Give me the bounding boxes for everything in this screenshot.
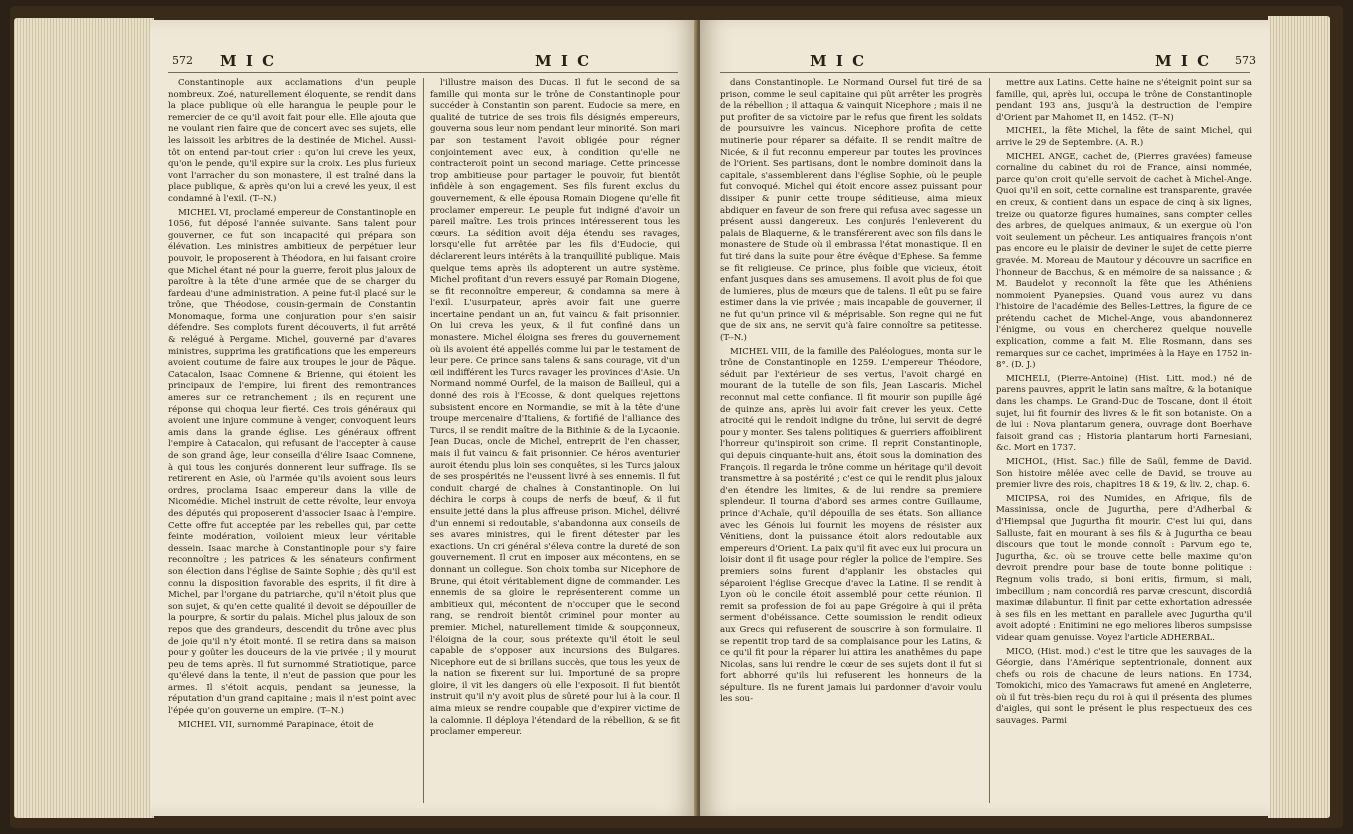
entry: MICHEL VII, surnommé Parapinace, étoit de: [178, 719, 374, 730]
entry: MICO, (Hist. mod.) c'est le titre que les sauvages de la Géorgie, dans l'Amérique septentrionale, donnent aux chefs ou rois de chacune de leurs nations. En 1734, Tomokichi, mico des Yamacraws fut amené en Angleterre, où il fut très-bien reçu du roi à qui il présenta des plumes d'aigles, qui sont le présent le plus respectueux des ces sauvages. Parmi: [996, 646, 1252, 727]
entry: l'illustre maison des Ducas. Il fut le second de sa famille qui monta sur le trône de Constantinople pour succéder à Constantin son parent. Eudocie sa mere, en qualité de tutrice de ses trois fils désignés empereurs, gouverna sous leur nom pendant leur minorité. Son mari par son testament l'avoit obligée pour régner conjointement avec eux, à condition qu'elle ne contracteroit point un second mariage. Cette princesse trop ambitieuse pour partager le pouvoir, fut bientôt infidèle à son engagement. Ses fils furent exclus du gouvernement, & elle épousa Romain Diogene qu'elle fit proclamer empereur. Le peuple fut indigné d'avoir un pareil maître. Les trois princes intéresserent tous les cœurs. La sédition avoit déja étendu ses ravages, lorsqu'elle fut arrêtée par les fils d'Eudocie, qui déclarerent leurs intérêts à la tranquillité publique. Mais quelque tems après ils adopterent un autre système. Michel profitant d'un revers essuyé par Romain Diogene, se fit reconnoître empereur, & condamna sa mere à l'exil. L'usurpateur, après avoir fait une guerre incertaine pendant un an, fut vaincu & fait prisonnier. On lui creva les yeux, & il fut confiné dans un monastere. Michel éloigna ses freres du gouvernement où ils avoient été appellés comme lui par le testament de leur pere. Ce prince sans talens & sans courage, vit d'un œil indifférent les Turcs ravager les provinces d'Asie. Un Normand nommé Ourfel, de la maison de Bailleul, qui a donné des rois à l'Ecosse, & dont quelques rejettons subsistent encore en Normandie, se mit à la tête d'une troupe mercenaire d'Italiens, & fortifié de l'alliance des Turcs, il se rendit maître de la Bithinie & de la Lycaonie. Jean Ducas, oncle de Michel, entreprit de l'en chasser, mais il fut vaincu & fait prisonnier. Ce héros aventurier auroit étendu plus loin ses conquêtes, si les Turcs jaloux de ses prospérités ne l'eussent livré à ses ennemis. Il fut conduit chargé de chaînes à Constantinople. On lui déchira le corps à coups de nerfs de bœuf, & il fut ensuite jetté dans la plus affreuse prison. Michel, délivré d'un ennemi si redoutable, s'abandonna aux conseils de ses avares ministres, qui le firent détester par les exactions. Un cri général s'éleva contre la dureté de son gouvernement. Il crut en imposer aux mécontens, en se donnant un collegue. Son choix tomba sur Nicephore de Brune, qui étoit véritablement digne de commander. Les ennemis de sa gloire le représenterent comme un ambitieux qui, mécontent de n'occuper que le second rang, se rendroit bientôt criminel pour monter au premier. Michel, naturellement timide & soupçonneux, l'éloigna de la cour, sous prétexte qu'il étoit le seul capable de s'opposer aux incursions des Bulgares. Nicephore eut de si brillans succès, que tous les yeux de la nation se fixerent sur lui. Importuné de sa propre gloire, il vit les dangers où elle l'exposoit. Il fut bientôt instruit qu'il n'y avoit plus de sûreté pour lui à la cour. Il aima mieux se rendre coupable que d'expirer victime de la calomnie. Il déploya l'étendard de la rébellion, & se fit proclamer empereur.: [430, 78, 680, 738]
page-number: 572: [172, 54, 193, 67]
entry: MICHEL VIII, de la famille des Paléologues, monta sur le trône de Constantinople en 1259. L'empereur Théodore, séduit par l'extérieur de ses vertus, l'avoit chargé en mourant de la tutelle de son fils, Jean Lascaris. Michel reconnut mal cette confiance. Il fit mourir son pupille âgé de quinze ans, après lui avoir fait crever les yeux. Cette atrocité qui le rendoit indigne du trône, lui servit de degré pour y monter. Ses talens politiques & guerriers affoiblirent l'horreur qu'inspiroit son crime. Il reprit Constantinople, qui depuis cinquante-huit ans, étoit sous la domination des François. Il regarda le trône comme un héritage qu'il devoit transmettre à sa postérité ; c'est ce qui le rendit plus jaloux d'en étendre les limites, & de lui rendre sa premiere splendeur. Il tourna d'abord ses armes contre Guillaume, prince d'Achaïe, qu'il dépouilla de ses états. Son alliance avec les Génois lui fournit les moyens de résister aux Vénitiens, dont la puissance étoit alors redoutable aux empereurs d'Orient. La paix qu'il fit avec eux lui procura un loisir dont il fit usage pour régler la police de l'empire. Ses premiers soins furent d'applanir les obstacles qui séparoient l'église Grecque d'avec la Latine. Il se rendit à Lyon où le concile étoit assemblé pour cette réunion. Il remit sa profession de foi au pape Grégoire à qui il prêta serment d'obéissance. Cette soumission le rendit odieux aux Grecs qui refuserent de souscrire à son formulaire. Il se repentit trop tard de sa complaisance pour les Latins, & ce qu'il fit pour la réparer lui attira les anathêmes du pape Nicolas, sans lui rendre le cœur de ses sujets dont il fut si fort abhorré qu'ils lui refuserent les honneurs de la sépulture. Ils ne furent jamais lui pardonner d'avoir voulu les sou-: [720, 346, 982, 705]
right-page-column-1: [720, 78, 982, 808]
entry: dans Constantinople. Le Normand Oursel fut tiré de sa prison, comme le seul capitaine qui pût arrêter les progrès de la rébellion ; il attaqua & vainquit Nicephore ; mais il ne put profiter de sa victoire par le refus que firent les soldats de poursuivre les vaincus. Nicephore profita de cette mutinerie pour réparer sa défaite. Il se rendit maître de Nicée, & il fut reconnu empereur par toutes les provinces de l'Orient. Ses partisans, dont le nombre dominoit dans la capitale, s'assemblerent dans l'église Sophie, où le peuple fut convoqué. Michel qui étoit encore assez puissant pour dissiper & punir cette troupe séditieuse, aima mieux abdiquer en faveur de son frere qui refusa avec sagesse un présent aussi dangereux. Les conjurés l'enleverent du palais de Blaquerne, & le transférerent avec son fils dans le monastere de Stude où il embrassa l'état monastique. Il en fut tiré dans la suite pour être évêque d'Ephese. Sa femme se fit religieuse. Ce prince, plus foible que vicieux, étoit enfant jusques dans ses amusemens. Il avoit plus de foi que de lumieres, plus de mœurs que de talens. Il eût pu se faire estimer dans la vie privée ; mais incapable de gouverner, il ne fut qu'un prince vil & méprisable. Son regne qui ne fut que de six ans, ne servit qu'à faire connoître sa petitesse. (T--N.): [720, 78, 982, 344]
entry: MICIPSA, roi des Numides, en Afrique, fils de Massinissa, oncle de Jugurtha, pere d'Adherbal & d'Hiempsal que Jugurtha fit mourir. C'est lui qui, dans Salluste, fait en mourant à ses fils & à Jugurtha ce beau discours que tout le monde connoît : Parvum ego te, Jugurtha, &c. où se trouve cette belle maxime qu'on devroit prendre pour base de toute bonne politique : Regnum volis trado, si boni eritis, firmum, si mali, imbecillum ; nam concordiâ res parvæ crescunt, discordiâ maximæ dilabuntur. Il finit par cette exhortation adressée à ses fils en les mettant en parallele avec Jugurtha qu'il avoit adopté : Enitimini ne ego meliores liberos sumpsisse videar quam genuisse. Voyez l'article ADHERBAL.: [996, 493, 1252, 643]
column-rule: [423, 78, 424, 803]
left-page: [150, 20, 696, 816]
running-head-left: M I C: [810, 52, 867, 70]
entry: MICHEL, la fête Michel, la fête de saint Michel, qui arrive le 29 de Septembre. (A. R.): [996, 126, 1252, 148]
header-rule: [720, 72, 1250, 73]
page-number: 573: [1235, 54, 1256, 67]
entry: Constantinople aux acclamations d'un peuple nombreux. Zoé, naturellement éloquente, se rendit dans la place publique où elle harangua le peuple pour le remercier de ce qu'il avoit fait pour elle. Elle ajouta que ne voulant rien faire que de concert avec ses sujets, elle les laissoit les arbitres de la destinée de Michel. Aussi-tôt on entend par-tout crier : qu'on lui creve les yeux, qu'on le pende, qu'il expire sur la croix. Les plus furieux vont l'arracher du son monastere, il est traîné dans la place publique, & après qu'on lui a crevé les yeux, il est condamné à l'exil. (T--N.): [168, 78, 416, 204]
entry: MICHOL, (Hist. Sac.) fille de Saül, femme de David. Son histoire mêlée avec celle de David, se trouve au premier livre des rois, chapitres 18 & 19, & liv. 2, chap. 6.: [996, 457, 1252, 491]
left-page-column-2: [430, 78, 680, 808]
header-rule: [168, 72, 678, 73]
entry: MICHEL VI, proclamé empereur de Constantinople en 1056, fut déposé l'année suivante. Sans talent pour gouverner, ce fut son incapacité qui prépara son élévation. Les ministres ambitieux de perpétuer leur pouvoir, le proposerent à Théodora, en lui faisant croire que Michel étant né pour la guerre, feroit plus jaloux de paroître à la tête d'une armée que de se charger du fardeau d'une administration. A peine fut-il placé sur le trône, que Théodose, cousin-germain de Constantin Monomaque, forma une conjuration pour s'en saisir défendre. Ses complots furent découverts, il fut arrêté & relégué à Pergame. Michel, gouverné par d'avares ministres, supprima les gratifications que les empereurs avoient coutume de faire aux troupes le jour de Pâque. Catacalon, Isaac Comnene & Brienne, qui étoient les principaux de l'empire, lui firent des remontrances ameres sur ce retranchement ; ils en reçurent une réponse qui choqua leur fierté. Ces trois généraux qui avoient une injure commune à venger, convoquent leurs amis dans la grande église. Les généraux offrent l'empire à Catacalon, qui refusant de l'accepter à cause de son grand âge, leur conseilla d'élire Isaac Comnene, à qui tous les conjurés donnerent leur suffrage. Ils se retirerent en Asie, où l'armée qu'ils avoient sous leurs ordres, proclama Isaac empereur dans la ville de Nicomédie. Michel instruit de cette révolte, leur envoya des députés qui proposerent d'associer Isaac à l'empire. Cette offre fut acceptée par les rebelles qui, par cette feinte modération, voiloient mieux leur véritable dessein. Isaac marche à Constantinople pour s'y faire reconnoître ; les patrices & les sénateurs confirment son élection dans l'église de Sainte Sophie ; dès qu'il est connu la disposition favorable des esprits, il fit dire à Michel, par l'organe du patriarche, qu'il n'étoit plus que son sujet, & qu'en cette qualité il devoit se dépouiller de la pourpre, & sortir du palais. Michel plus jaloux de son repos que des grandeurs, descendit du trône avec plus de joie qu'il n'y étoit monté. Il se retira dans sa maison pour y goûter les douceurs de la vie privée ; il y mourut peu de tems après. Il fut surnommé Stratiotique, parce qu'élevé dans la tente, il n'eut de passion que pour les armes. Il s'étoit acquis, pendant sa jeunesse, la réputation d'un grand capitaine ; mais il n'est point avec l'épée qu'on gouverne un empire. (T--N.): [168, 207, 416, 717]
left-page-column-1: [168, 78, 416, 808]
running-head-left: M I C: [220, 52, 277, 70]
running-head-right: M I C: [535, 52, 592, 70]
page-edges-right: [1268, 16, 1330, 818]
entry: mettre aux Latins. Cette haine ne s'éteignit point sur sa famille, qui, après lui, occupa le trône de Constantinople pendant 193 ans, jusqu'à la destruction de l'empire d'Orient par Mahomet II, en 1452. (T--N): [996, 78, 1252, 123]
running-head-right: M I C: [1155, 52, 1212, 70]
entry: MICHELI, (Pierre-Antoine) (Hist. Litt. mod.) né de parens pauvres, apprit le latin sans maître, & la botanique dans les champs. Le Grand-Duc de Toscane, dont il étoit sujet, lui fit fournir des livres & le fit son botaniste. On a de lui : Nova plantarum genera, ouvrage dont Boerhave faisoit grand cas ; Historia plantarum horti Farnesiani, &c. Mort en 1737.: [996, 373, 1252, 454]
right-page: [700, 20, 1270, 816]
entry: MICHEL ANGE, cachet de, (Pierres gravées) fameuse cornaline du cabinet du roi de France, ainsi nommée, parce qu'on croit qu'elle servoit de cachet à Michel-Ange. Quoi qu'il en soit, cette cornaline est transparente, gravée en creux, & contient dans un espace de cinq à six lignes, treize ou quatorze figures humaines, sans compter celles des arbres, de quelques animaux, & un exergue où l'on voit seulement un pêcheur. Les antiquaires françois n'ont pas encore eu le plaisir de deviner le sujet de cette pierre gravée. M. Moreau de Mautour y découvre un sacrifice en l'honneur de Bacchus, & en mémoire de sa naissance ; & M. Baudelot y reconnoît la fête que les Athéniens nommoient Pyanepsies. Quand vous aurez vu dans l'histoire de l'académie des Belles-Lettres, la figure de ce prétendu cachet de Michel-Ange, vous abandonnerez l'énigme, ou vous en chercherez quelque nouvelle explication, comme a fait M. Elie Rosmann, dans ses remarques sur ce cachet, imprimées à la Haye en 1752 in-8°. (D. J.): [996, 151, 1252, 371]
column-rule: [989, 78, 990, 803]
right-page-column-2: [996, 78, 1252, 808]
page-edges-left: [14, 18, 154, 818]
